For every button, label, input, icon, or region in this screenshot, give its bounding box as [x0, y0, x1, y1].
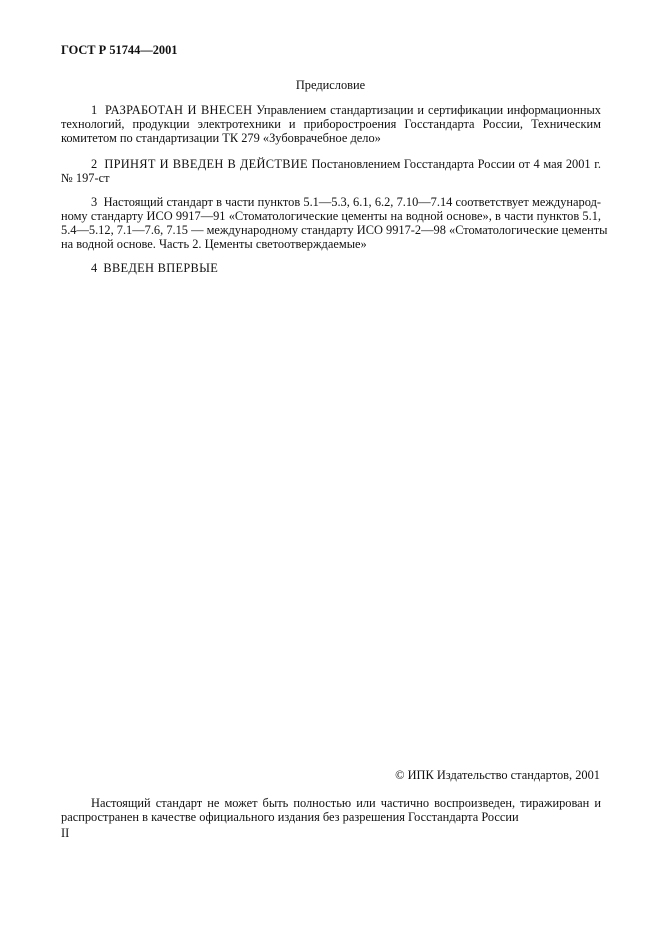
document-header: ГОСТ Р 51744—2001 — [61, 43, 178, 57]
preface-item-1-line-3: комитетом по стандартизации ТК 279 «Зубоврачебное дело» — [61, 131, 381, 145]
preface-item-2-line-1 — [61, 157, 601, 171]
item-lead: ВВЕДЕН ВПЕРВЫЕ — [103, 261, 219, 275]
item-text: Постановлением Госстандарта России от 4 мая 2001 г. — [311, 157, 601, 171]
preface-title: Предисловие — [295, 78, 366, 92]
preface-item-3-line-2: ному стандарту ИСО 9917—91 «Стоматологические цементы на водной основе», в части пунктов 5.1, — [61, 209, 601, 223]
preface-item-3 — [61, 195, 608, 251]
preface-item-1 — [61, 103, 601, 145]
preface-item-2-line-2: № 197-ст — [61, 171, 110, 185]
reproduction-notice — [61, 796, 601, 824]
item-text: Настоящий стандарт в части пунктов 5.1—5.3, 6.1, 6.2, 7.10—7.14 соответствует международ- — [103, 195, 602, 209]
preface-item-4-line-1 — [61, 261, 601, 275]
preface-item-1-line-1 — [61, 103, 601, 117]
copyright-notice: © ИПК Издательство стандартов, 2001 — [395, 768, 600, 782]
item-lead: ПРИНЯТ И ВВЕДЕН В ДЕЙСТВИЕ — [104, 157, 308, 171]
item-number: 2 — [91, 157, 98, 171]
preface-item-4 — [61, 261, 601, 275]
item-number: 1 — [91, 103, 98, 117]
preface-item-3-line-1 — [61, 195, 601, 209]
item-number: 4 — [91, 261, 98, 275]
preface-item-3-line-3: 5.4—5.12, 7.1—7.6, 7.15 — международному стандарту ИСО 9917-2—98 «Стоматологические цементы — [61, 223, 608, 237]
preface-item-2 — [61, 157, 601, 185]
item-lead: РАЗРАБОТАН И ВНЕСЕН — [105, 103, 253, 117]
page-number: II — [61, 826, 70, 840]
reproduction-notice-line-2: распространен в качестве официального издания без разрешения Госстандарта России — [61, 810, 519, 824]
preface-item-3-line-4: на водной основе. Часть 2. Цементы светоотверждаемые» — [61, 237, 367, 251]
preface-item-1-line-2: технологий, продукции электротехники и приборостроения Госстандарта России, Техническим — [61, 117, 601, 131]
item-number: 3 — [91, 195, 98, 209]
item-text: Управлением стандартизации и сертификации информационных — [256, 103, 601, 117]
reproduction-notice-line-1: Настоящий стандарт не может быть полностью или частично воспроизведен, тиражирован и — [91, 796, 601, 810]
